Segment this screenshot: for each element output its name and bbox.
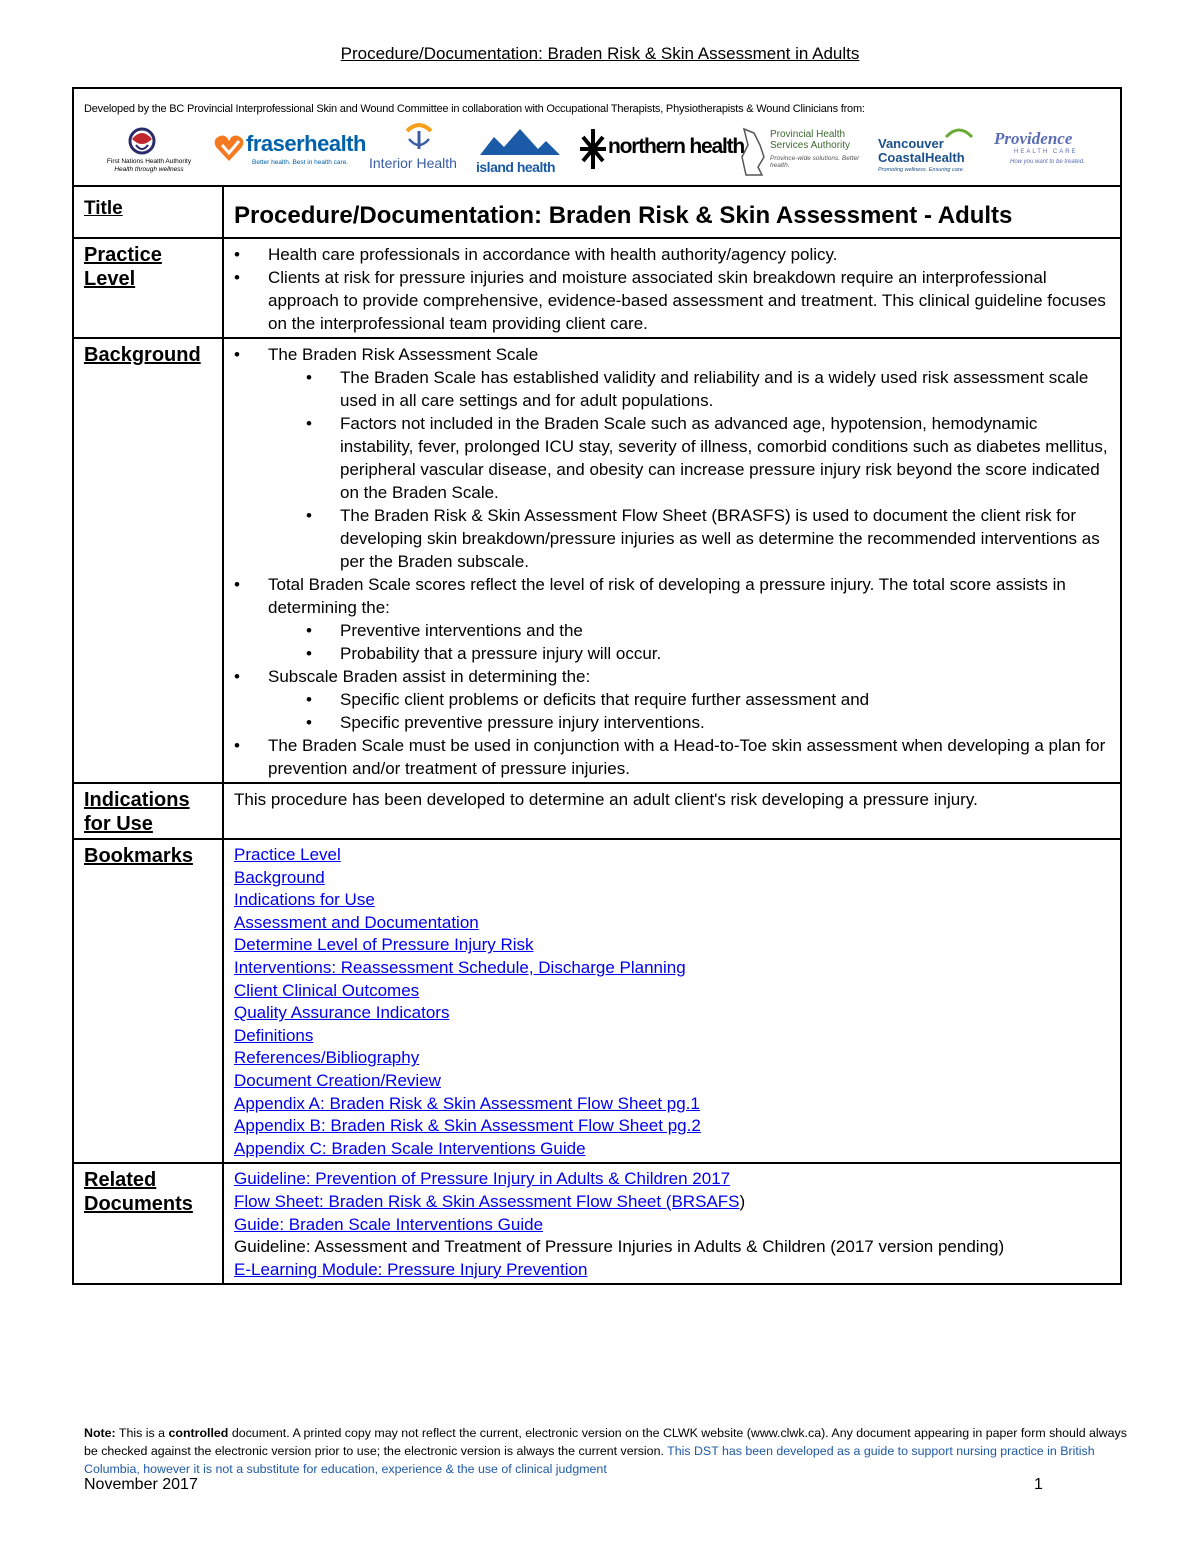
list-item: • Preventive interventions and the — [306, 619, 1112, 642]
footer-note-disclaimer: This DST has been developed as a guide to support nursing practice in British Columbia, however it is not a substitute for education, experience & the use of clinical judgment — [84, 1444, 1095, 1476]
island-health-logo-text: island health — [476, 159, 556, 175]
developed-by-cell — [73, 88, 1121, 186]
footer-date: November 2017 — [84, 1476, 198, 1493]
list-item: • Specific client problems or deficits that require further assessment and — [306, 688, 1112, 711]
northern-health-logo — [578, 125, 745, 179]
background-content — [223, 338, 1121, 783]
bookmark-risk-level-link[interactable]: Determine Level of Pressure Injury Risk — [234, 935, 534, 955]
fraser-health-logo-text: fraserhealth — [246, 131, 366, 156]
list-item: • Specific preventive pressure injury interventions. — [306, 711, 1112, 734]
related-flow-sheet-tail: ) — [739, 1191, 746, 1211]
related-elearning-link[interactable]: E-Learning Module: Pressure Injury Prevention — [234, 1259, 588, 1279]
bookmarks-label: Bookmarks — [73, 839, 223, 1163]
interior-health-logo-text: Interior Health — [369, 155, 457, 171]
fnha-logo — [94, 125, 204, 179]
bookmark-references-link[interactable]: References/Bibliography — [234, 1048, 420, 1068]
island-health-logo — [476, 125, 564, 179]
list-item: • Total Braden Scale scores reflect the level of risk of developing a pressure injury. The total score assists in determining the: — [234, 573, 1112, 619]
footer-note-controlled: controlled — [168, 1426, 229, 1440]
bookmark-background-link[interactable]: Background — [234, 867, 325, 887]
page-number: 1 — [1034, 1476, 1043, 1493]
list-item: • The Braden Scale must be used in conjunction with a Head-to-Toe skin assessment when developing a plan for prevention and/or treatment of pressure injuries. — [234, 734, 1112, 780]
interior-health-logo — [369, 125, 469, 179]
bookmark-appendix-a-link[interactable]: Appendix A: Braden Risk & Skin Assessment Flow Sheet pg.1 — [234, 1093, 700, 1113]
related-documents-content — [223, 1163, 1121, 1284]
related-interventions-guide-link[interactable]: Guide: Braden Scale Interventions Guide — [234, 1214, 544, 1234]
bookmark-indications-link[interactable]: Indications for Use — [234, 890, 375, 910]
providence-logo-text: Providence — [994, 129, 1073, 148]
list-item: • Subscale Braden assist in determining the: — [234, 665, 1112, 688]
footer-note-label: Note: — [84, 1426, 116, 1440]
vch-tagline: Promoting wellness. Ensuring care. — [878, 167, 965, 173]
list-item — [234, 343, 1112, 366]
bookmark-interventions-link[interactable]: Interventions: Reassessment Schedule, Discharge Planning — [234, 957, 686, 977]
fraser-health-tagline: Better health. Best in health care. — [252, 159, 349, 166]
bookmark-appendix-b-link[interactable]: Appendix B: Braden Risk & Skin Assessment Flow Sheet pg.2 — [234, 1116, 701, 1136]
footer-note — [84, 1424, 1134, 1478]
providence-logo — [994, 125, 1110, 179]
footer-note-b: document. A printed copy may not reflect the current, electronic version on the CLWK website (www.clwk.ca). Any document appearing in paper form should always be checked against the electronic version prior to use; the electronic version is always the current version. — [84, 1426, 1127, 1458]
phsa-tagline: Province-wide solutions. Better health. — [770, 155, 860, 169]
bookmark-outcomes-link[interactable]: Client Clinical Outcomes — [234, 980, 420, 1000]
phsa-logo — [740, 125, 860, 179]
bookmark-definitions-link[interactable]: Definitions — [234, 1025, 314, 1045]
bookmarks-content — [223, 839, 1121, 1163]
page-header: Procedure/Documentation: Braden Risk & Skin Assessment in Adults — [340, 44, 860, 63]
related-assessment-guideline-text: Guideline: Assessment and Treatment of Pressure Injuries in Adults & Children (2017 version pending) — [234, 1237, 1005, 1257]
document-title: Procedure/Documentation: Braden Risk & Skin Assessment - Adults — [223, 186, 1121, 238]
fnha-logo-text: First Nations Health Authority — [106, 158, 192, 165]
phsa-logo-text: Provincial Health Services Authority — [770, 129, 851, 151]
related-prevention-guideline-link[interactable]: Guideline: Prevention of Pressure Injury in Adults & Children 2017 — [234, 1169, 731, 1189]
practice-level-content — [223, 238, 1121, 338]
indications-text: This procedure has been developed to determine an adult client's risk developing a pressure injury. — [223, 783, 1121, 839]
list-item: • The Braden Risk & Skin Assessment Flow Sheet (BRASFS) is used to document the client risk for developing skin breakdown/pressure injuries as well as determine the recommended interventions as per the Braden subscale. — [306, 504, 1112, 573]
vch-logo-text: Vancouver CoastalHealth — [878, 136, 965, 165]
list-item: • The Braden Scale has established validity and reliability and is a widely used risk assessment scale used in all care settings and for adult populations. — [306, 366, 1112, 412]
background-label: Background — [73, 338, 223, 783]
bookmark-assessment-link[interactable]: Assessment and Documentation — [234, 912, 479, 932]
title-label: Title — [73, 186, 223, 238]
bookmark-document-creation-link[interactable]: Document Creation/Review — [234, 1070, 441, 1090]
indications-label: Indications for Use — [73, 783, 223, 839]
background-item-text: The Braden Risk Assessment Scale — [268, 345, 539, 364]
bookmark-quality-link[interactable]: Quality Assurance Indicators — [234, 1003, 450, 1023]
northern-health-logo-text: northern health — [608, 135, 745, 158]
fraser-health-logo — [212, 125, 366, 179]
list-item: • Health care professionals in accordance with health authority/agency policy. — [234, 243, 1112, 266]
practice-level-label — [73, 238, 223, 338]
providence-sub: HEALTH CARE — [1014, 149, 1078, 155]
list-item: • Factors not included in the Braden Scale such as advanced age, hypotension, hemodynamic instability, fever, prolonged ICU stay, severity of illness, comorbid conditions such as diabetes mellitus, peripheral vascular disease, and obesity can increase pressure injury risk beyond the score indicated on the Braden Scale. — [306, 412, 1112, 504]
fnha-logo-tagline: Health through wellness — [114, 166, 184, 173]
procedure-table — [72, 87, 1122, 1285]
footer-note-a: This is a — [118, 1426, 166, 1440]
list-item: • Clients at risk for pressure injuries and moisture associated skin breakdown require an interprofessional approach to provide comprehensive, evidence-based assessment and treatment. This clinical guideline focuses on the interprofessional team providing client care. — [234, 266, 1112, 335]
providence-tagline: How you want to be treated. — [1010, 159, 1085, 165]
logo-strip — [84, 125, 1114, 179]
developed-by-text: Developed by the BC Provincial Interprofessional Skin and Wound Committee in collaboration with Occupational Therapists, Physiotherapists & Wound Clinicians from: — [84, 103, 865, 115]
related-documents-label: Related Documents — [73, 1163, 223, 1284]
related-flow-sheet-link[interactable]: Flow Sheet: Braden Risk & Skin Assessment Flow Sheet (BRSAFS — [234, 1191, 740, 1211]
vch-logo — [874, 125, 984, 179]
list-item: • Probability that a pressure injury will occur. — [306, 642, 1112, 665]
practice-level-label-text: Practice Level — [84, 244, 162, 290]
bookmark-appendix-c-link[interactable]: Appendix C: Braden Scale Interventions Guide — [234, 1138, 586, 1158]
related-flow-sheet-line — [234, 1191, 1112, 1214]
bookmark-practice-level-link[interactable]: Practice Level — [234, 845, 341, 864]
